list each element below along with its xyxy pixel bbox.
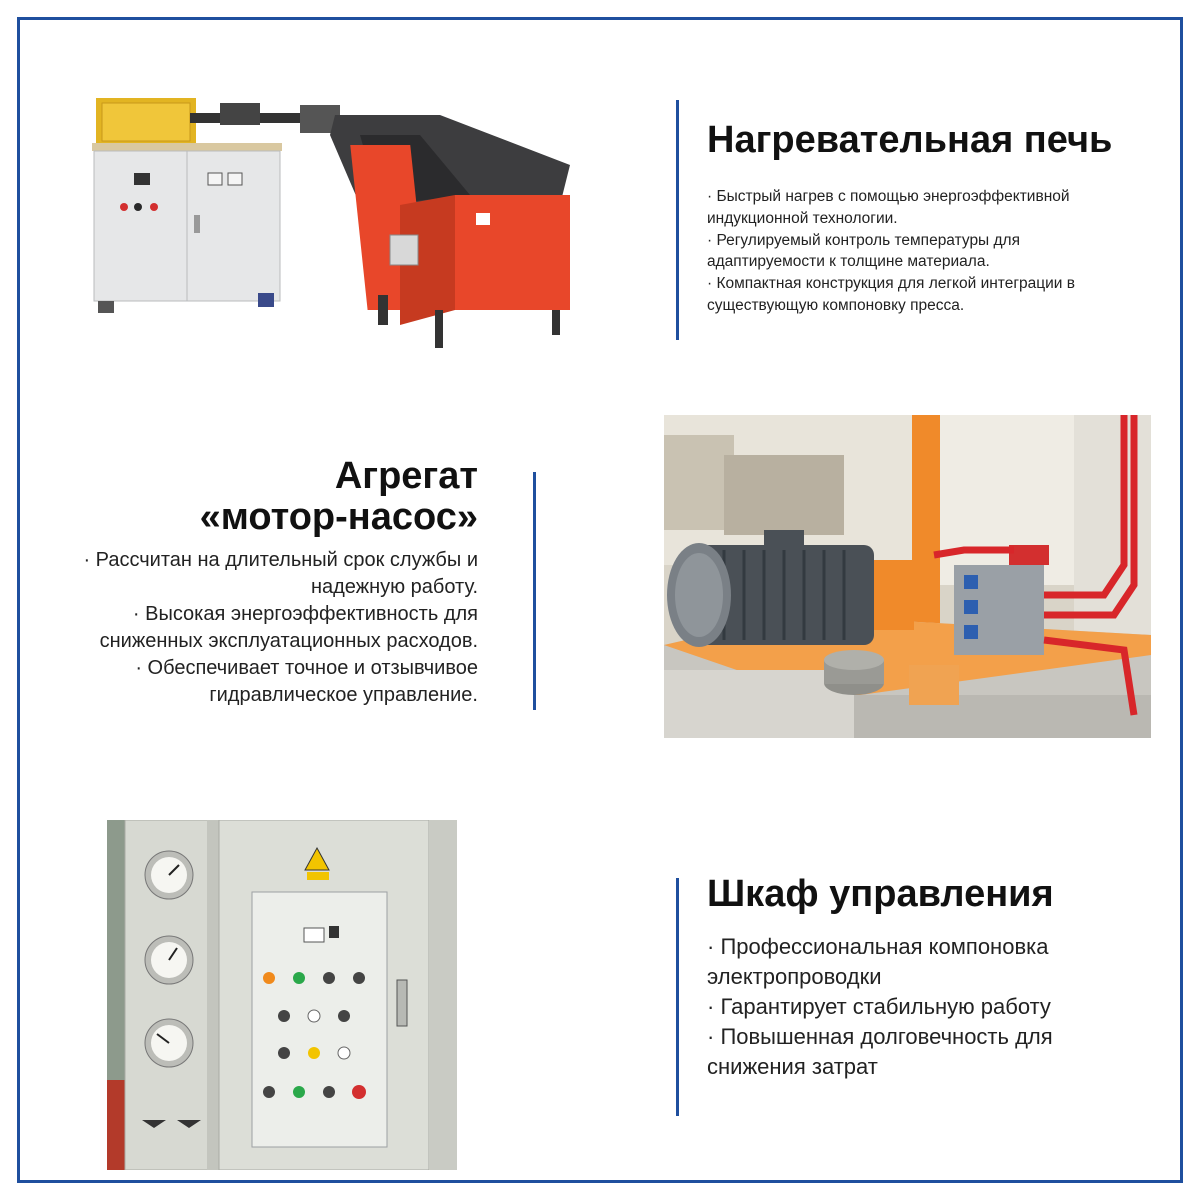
section-1-divider bbox=[676, 100, 679, 340]
section-1-title: Нагревательная печь bbox=[707, 119, 1113, 161]
section-3-bullets bbox=[707, 932, 1147, 1082]
section-2-divider bbox=[533, 472, 536, 710]
section-3-bullet: · Гарантирует стабильную работу bbox=[707, 994, 1051, 1019]
section-2-bullets bbox=[40, 547, 478, 709]
section-1-bullets bbox=[707, 186, 1137, 317]
section-3-bullet: · Повышенная долговечность для снижения затрат bbox=[707, 1024, 1053, 1079]
section-2-bullet: · Высокая энергоэффективность для сниженных эксплуатационных расходов. bbox=[99, 603, 478, 652]
section-2-bullet: · Обеспечивает точное и отзывчивое гидравлическое управление. bbox=[135, 657, 478, 706]
section-2-bullet: · Рассчитан на длительный срок службы и надежную работу. bbox=[83, 549, 478, 598]
section-1-bullet: · Быстрый нагрев с помощью энергоэффективной индукционной технологии. bbox=[707, 188, 1070, 227]
section-2-title-line: Агрегат bbox=[334, 455, 478, 497]
section-2-title bbox=[60, 456, 478, 538]
section-3-bullet: · Профессиональная компоновка электропроводки bbox=[707, 934, 1049, 989]
section-3-divider bbox=[676, 878, 679, 1116]
heating-furnace-photo bbox=[90, 95, 580, 350]
motor-pump-photo bbox=[664, 415, 1151, 738]
section-3-title: Шкаф управления bbox=[707, 873, 1054, 915]
section-2-title-line: «мотор-насос» bbox=[199, 496, 478, 538]
section-1-bullet: · Компактная конструкция для легкой интеграции в существующую компоновку пресса. bbox=[707, 275, 1075, 314]
section-1-bullet: · Регулируемый контроль температуры для адаптируемости к толщине материала. bbox=[707, 231, 1020, 271]
control-cabinet-photo bbox=[107, 820, 457, 1170]
